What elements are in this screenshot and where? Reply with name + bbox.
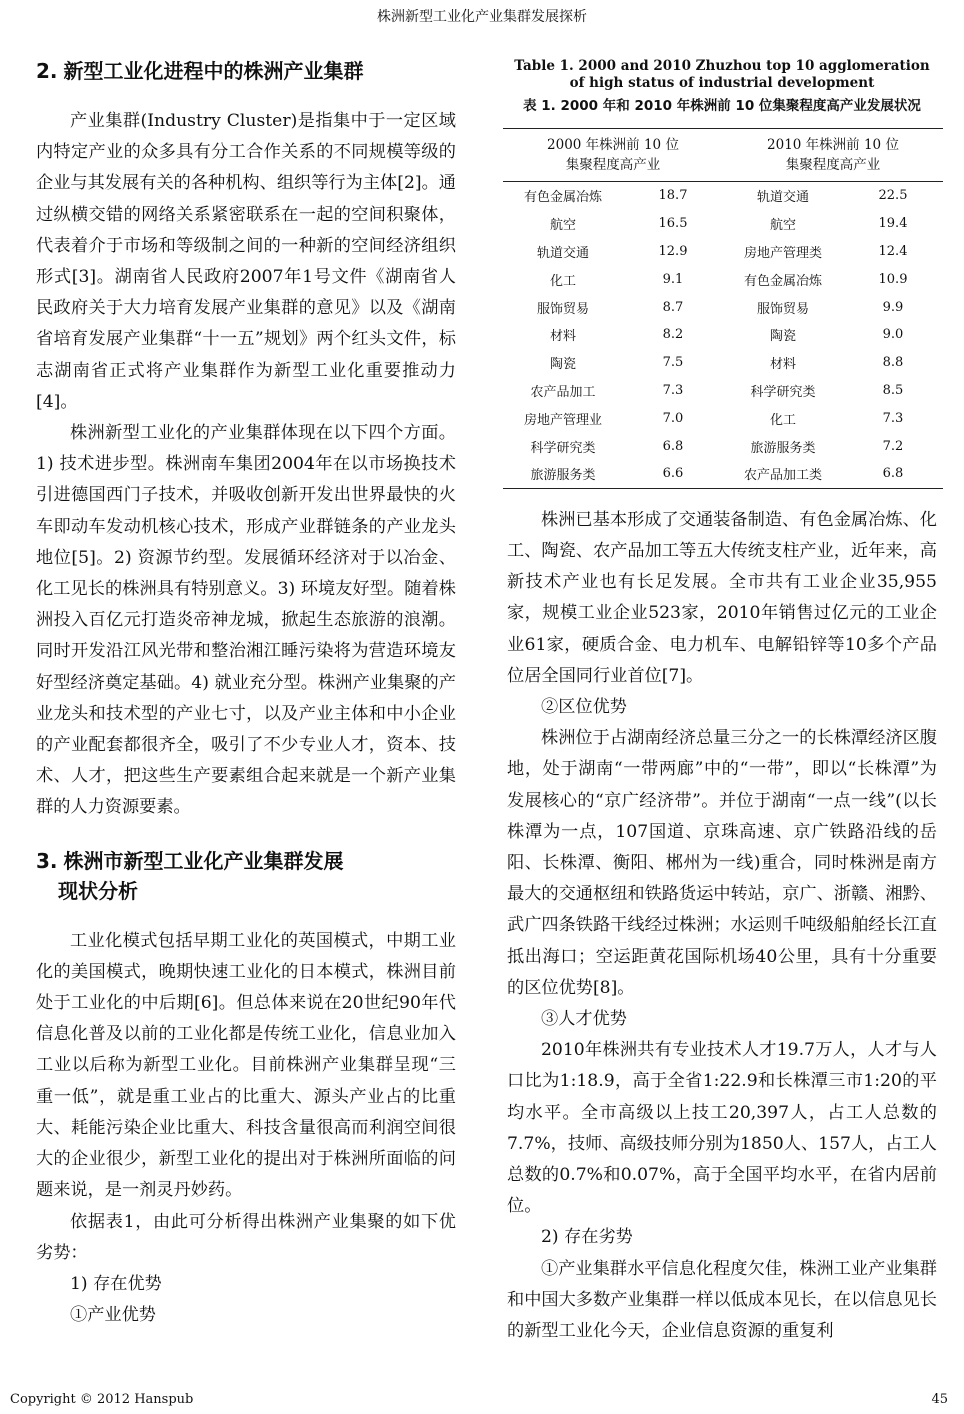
industry-2010-cell: 有色金属冶炼 xyxy=(743,273,822,289)
industry-2010-cell: 服饰贸易 xyxy=(756,301,809,317)
table-row xyxy=(503,377,943,405)
industry-advantage-paragraph: 株洲已基本形成了交通装备制造、有色金属冶炼、化工、陶瓷、农产品加工等五大传统支柱产业，近年来，高新技术产业也有长足发展。全市共有工业企业35,955家，规模工业企业523家，2010年销售过亿元的工业企业61家，硬质合金、电力机车、电解铅锌等10多个产品位居全国同行业首位[7]。 xyxy=(507,509,937,686)
section-3-title-line-2: 现状分析 xyxy=(58,878,138,903)
section-3-title-line-1: 株洲市新型工业化产业集群发展 xyxy=(63,848,344,873)
table-caption-cn: 表 1. 2000 年和 2010 年株洲前 10 位集聚程度高产业发展状况 xyxy=(523,98,921,114)
table-body xyxy=(503,182,943,489)
section-2-title: 新型工业化进程中的株洲产业集群 xyxy=(63,59,364,83)
table-row xyxy=(503,460,943,488)
value-2010-cell: 9.0 xyxy=(882,327,904,343)
value-2010-cell: 8.8 xyxy=(882,355,904,371)
industry-2000-cell: 陶瓷 xyxy=(549,357,576,373)
value-2000-cell: 8.2 xyxy=(662,327,684,343)
talent-advantage-heading: ③人才优势 xyxy=(541,1009,627,1030)
value-2010-cell: 8.5 xyxy=(882,382,904,398)
disadvantages-heading: 2) 存在劣势 xyxy=(541,1227,633,1248)
disadvantage-paragraph: ①产业集群水平信息化程度欠佳，株洲工业产业集群和中国大多数产业集群一样以低成本见长，在以信息见长的新型工业化今天，企业信息资源的重复利 xyxy=(507,1258,937,1342)
table-row xyxy=(503,321,943,349)
location-advantage-heading: ②区位优势 xyxy=(541,696,627,717)
section-3-paragraph-1: 工业化模式包括早期工业化的英国模式，中期工业化的美国模式，晚期快速工业化的日本模式，株洲目前处于工业化的中后期[6]。但总体来说在20世纪90年代信息化普及以前的工业化都是传统工业化，信息业加入工业以后称为新型工业化。目前株洲产业集群呈现“三重一低”，就是重工业占的比重大、源头产业占的比重大、耗能污染企业比重大、科技含量很高而利润空间很大的企业很少，新型工业化的提出对于株洲所面临的问题来说，是一剂灵丹妙药。 xyxy=(36,930,456,1201)
industry-2000-cell: 科学研究类 xyxy=(530,440,596,456)
industry-2000-cell: 房地产管理业 xyxy=(523,412,602,428)
industry-2000-cell: 材料 xyxy=(549,329,576,345)
value-2010-cell: 9.9 xyxy=(882,299,904,315)
table-row xyxy=(503,238,943,266)
talent-advantage-paragraph: 2010年株洲共有专业技术人才19.7万人，人才与人口比为1:18.9，高于全省1:22.9和长株潭三市1:20的平均水平。全市高级以上技工20,397人，占工人总数的7.7%，技师、高级技师分别为1850人、157人，占工人总数的0.7%和0.07%，高于全国平均水平，在省内居前位。 xyxy=(507,1040,937,1217)
table-caption-en: Table 1. 2000 and 2010 Zhuzhou top 10 agglomeration of high status of industrial development xyxy=(514,58,930,91)
value-2000-cell: 7.5 xyxy=(662,355,684,371)
industry-2000-cell: 轨道交通 xyxy=(536,245,589,261)
value-2010-cell: 7.2 xyxy=(882,438,904,454)
industry-2010-cell: 航空 xyxy=(769,218,796,234)
section-2-paragraph-1: 产业集群(Industry Cluster)是指集中于一定区域内特定产业的众多具有分工合作关系的不同规模等级的企业与其发展有关的各种机构、组织等行为主体[2]。通过纵横交错的网络关系紧密联系在一起的空间积聚体，代表着介于市场和等级制之间的一种新的空间经济组织形式[3]。湖南省人民政府2007年1号文件《湖南省人民政府关于大力培育发展产业集群的意见》以及《湖南省培育发展产业集群“十一五”规划》两个红头文件，标志湖南省正式将产业集群作为新型工业化重要推动力[4]。 xyxy=(36,111,456,412)
industry-advantage-heading: ①产业优势 xyxy=(70,1305,156,1326)
section-3-number: 3. xyxy=(36,848,58,873)
value-2010-cell: 6.8 xyxy=(843,460,943,488)
industry-2010-cell: 陶瓷 xyxy=(769,329,796,345)
industry-2000-cell: 有色金属冶炼 xyxy=(523,190,602,206)
value-2010-cell: 10.9 xyxy=(878,271,908,287)
industry-2010-cell: 科学研究类 xyxy=(750,384,816,400)
section-2-heading xyxy=(36,56,456,86)
industry-2000-cell: 农产品加工 xyxy=(530,384,596,400)
value-2000-cell: 7.3 xyxy=(662,382,684,398)
value-2000-cell: 6.6 xyxy=(623,460,723,488)
value-2000-cell: 6.8 xyxy=(662,438,684,454)
industry-2000-cell: 旅游服务类 xyxy=(503,460,623,488)
left-column xyxy=(36,56,456,1331)
industry-2000-cell: 服饰贸易 xyxy=(536,301,589,317)
value-2000-cell: 7.0 xyxy=(662,410,684,426)
section-2-number: 2. xyxy=(36,59,58,83)
value-2000-cell: 16.5 xyxy=(658,216,688,232)
industry-2010-cell: 材料 xyxy=(769,357,796,373)
table-header-2000: 2000 年株洲前 10 位 集聚程度高产业 xyxy=(503,129,723,182)
industry-2010-cell: 农产品加工类 xyxy=(723,460,843,488)
table-row xyxy=(503,293,943,321)
table-row xyxy=(503,432,943,460)
right-column xyxy=(507,58,937,1347)
table-row xyxy=(503,182,943,210)
table-row xyxy=(503,210,943,238)
table-row xyxy=(503,349,943,377)
table-row xyxy=(503,265,943,293)
table-header-2010: 2010 年株洲前 10 位 集聚程度高产业 xyxy=(723,129,943,182)
value-2000-cell: 18.7 xyxy=(658,188,688,204)
industry-2010-cell: 化工 xyxy=(769,412,796,428)
value-2000-cell: 9.1 xyxy=(662,271,684,287)
page-number: 45 xyxy=(931,1392,948,1407)
value-2010-cell: 19.4 xyxy=(878,216,908,232)
value-2010-cell: 12.4 xyxy=(878,243,908,259)
value-2010-cell: 22.5 xyxy=(878,188,908,204)
running-head: 株洲新型工业化产业集群发展探析 xyxy=(377,9,587,25)
value-2000-cell: 8.7 xyxy=(662,299,684,315)
table-row xyxy=(503,404,943,432)
industry-2010-cell: 房地产管理类 xyxy=(743,245,822,261)
value-2000-cell: 12.9 xyxy=(658,243,688,259)
location-advantage-paragraph: 株洲位于占湖南经济总量三分之一的长株潭经济区腹地，处于湖南“一带两廊”中的“一带”，即以“长株潭”为发展核心的“京广经济带”。并位于湖南“一点一线”(以长株潭为一点，107国道、京珠高速、京广铁路沿线的岳阳、长株潭、衡阳、郴州为一线)重合，同时株洲是南方最大的交通枢纽和铁路货运中转站，京广、浙赣、湘黔、武广四条铁路干线经过株洲；水运则千吨级船舶经长江直抵出海口；空运距黄花国际机场40公里，具有十分重要的区位优势[8]。 xyxy=(507,728,937,998)
industry-table xyxy=(503,128,943,489)
industry-2000-cell: 航空 xyxy=(549,218,576,234)
industry-2000-cell: 化工 xyxy=(549,273,576,289)
copyright: Copyright © 2012 Hanspub xyxy=(10,1392,194,1407)
industry-2010-cell: 旅游服务类 xyxy=(750,440,816,456)
section-2-paragraph-2: 株洲新型工业化的产业集群体现在以下四个方面。1) 技术进步型。株洲南车集团2004年在以市场换技术引进德国西门子技术，并吸收创新开发出世界最快的火车即动车发动机核心技术，形成产业群链条的产业龙头地位[5]。2) 资源节约型。发展循环经济对于以冶金、化工见长的株洲具有特别意义。3) 环境友好型。随着株洲投入百亿元打造炎帝神龙城，掀起生态旅游的浪潮。同时开发沿江风光带和整治湘江睡污染将为营造环境友好型经济奠定基础。4) 就业充分型。株洲产业集聚的产业龙头和技术型的产业七寸，以及产业主体和中小企业的产业配套都很齐全，吸引了不少专业人才，资本、技术、人才，把这些生产要素组合起来就是一个新产业集群的人力资源要素。 xyxy=(36,423,456,818)
advantages-heading: 1) 存在优势 xyxy=(70,1273,162,1294)
value-2010-cell: 7.3 xyxy=(882,410,904,426)
industry-2010-cell: 轨道交通 xyxy=(756,190,809,206)
section-3-paragraph-2: 依据表1，由此可分析得出株洲产业集聚的如下优劣势： xyxy=(36,1211,456,1263)
section-3-heading xyxy=(36,846,456,906)
